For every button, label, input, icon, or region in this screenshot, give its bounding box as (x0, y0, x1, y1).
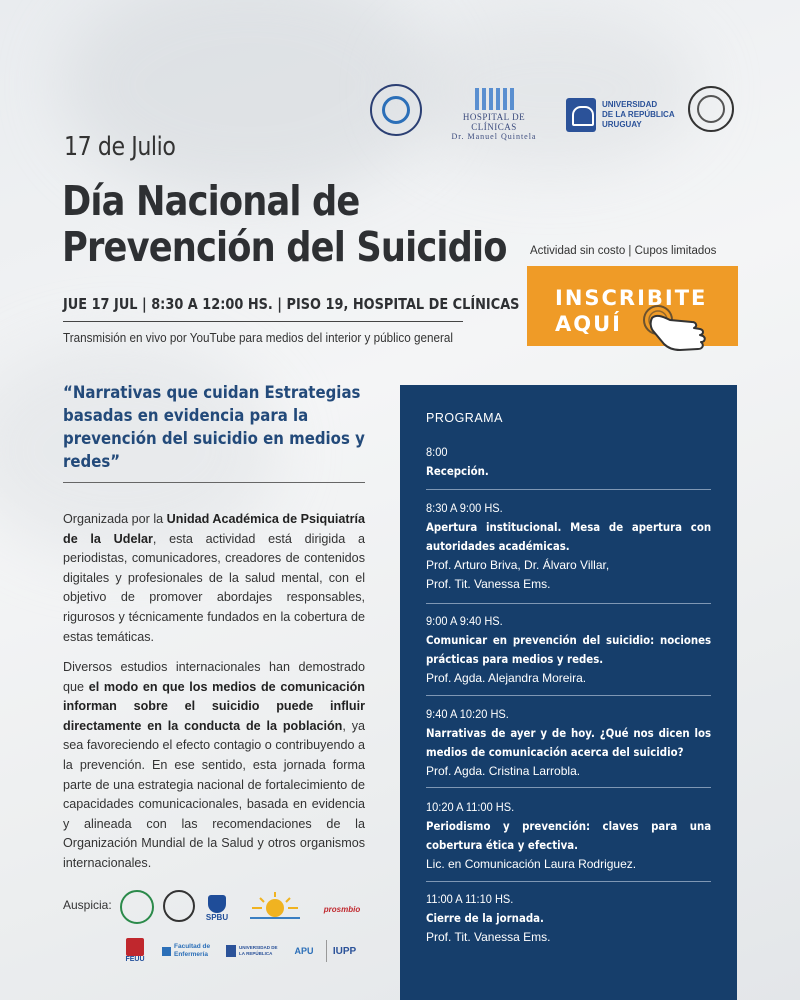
program-heading: Periodismo y prevención: claves para una cobertura ética y efectiva. (426, 819, 712, 852)
sponsors-label: Auspicia: (63, 898, 112, 912)
program-item (426, 705, 711, 781)
facultad-medicina-seal-icon (688, 86, 734, 132)
hospital-name: HOSPITAL DE CLÍNICAS (462, 112, 526, 132)
psiquiatria-logo (370, 84, 422, 136)
program-heading: Narrativas de ayer y de hoy. ¿Qué nos dicen los medios de comunicación acerca del suicidio? (426, 726, 712, 759)
intro-paragraph: Organizada por la Unidad Académica de Psiquiatría de la Udelar, esta actividad está dirigida a periodistas, comunicadores, creadores de contenidos digitales y profesionales de la salud mental, con el objetivo de promover abordajes responsables, rigurosos y técnicamente fundados en la cobertura de estas temáticas. (63, 512, 365, 644)
program-time: 8:30 A 9:00 HS. (426, 501, 503, 515)
prosmbio-logo: prosmbio (323, 904, 361, 914)
key-finding: el modo en que los medios de comunicación informan sobre el suicidio puede influir directamente en la conducta de la población (63, 679, 365, 733)
program-speaker: Prof. Agda. Alejandra Moreira. (426, 671, 587, 685)
program-heading: Apertura institucional. Mesa de apertura con autoridades académicas. (426, 520, 712, 553)
program-item (426, 890, 711, 947)
program-time: 10:20 A 11:00 HS. (426, 800, 515, 814)
program-speaker: Prof. Tit. Vanessa Ems. (426, 930, 551, 944)
logo-bar (368, 84, 788, 146)
apu-logo: APU (294, 946, 314, 956)
spbu-logo (203, 892, 231, 924)
stream-note: Transmisión en vivo por YouTube para medios del interior y público general (63, 330, 454, 345)
udelar-line2: DE LA REPÚBLICA (602, 110, 675, 119)
program-item (426, 499, 711, 594)
program-divider (426, 489, 711, 490)
register-line-1: INSCRIBITE (555, 286, 708, 310)
iupp-logo: IUPP (326, 940, 362, 962)
page-title (62, 178, 507, 270)
program-panel (400, 385, 737, 1000)
program-speaker: Prof. Tit. Vanessa Ems. (426, 577, 551, 591)
program-time: 8:00 (426, 445, 448, 459)
event-tagline: “Narrativas que cuidan Estrategias basadas en evidencia para la prevención del suicidio en medios y redes” (63, 383, 365, 472)
program-heading: Cierre de la jornada. (426, 911, 544, 925)
program-speaker: Lic. en Comunicación Laura Rodriguez. (426, 857, 637, 871)
udelar-line3: URUGUAY (602, 120, 642, 129)
udelar-sponsor-logo: UNIVERSIDAD DE LA REPÚBLICA (226, 942, 282, 960)
program-divider (426, 603, 711, 604)
title-line-1: Día Nacional de (62, 177, 360, 225)
udelar-emblem-icon (566, 98, 596, 132)
program-speaker: Prof. Arturo Briva, Dr. Álvaro Villar, (426, 558, 610, 572)
organizer-name: Unidad Académica de Psiquiatría de la Udelar (63, 512, 365, 546)
context-paragraph: Diversos estudios internacionales han demostrado que el modo en que los medios de comunicación informan sobre el suicidio puede influir directamente en la conducta de la población, ya sea favoreciendo el efecto contagio o contribuyendo a la prevención. En ese sentido, esta jornada forma parte de una estrategia nacional de fortalecimiento de capacidades comunicacionales, basada en evidencia y alineada con las recomendaciones de la Organización Mundial de la Salud y otros organismos internacionales. (63, 660, 365, 870)
content-divider (63, 482, 365, 483)
header-divider (63, 321, 463, 322)
sponsor-seal-1-icon (120, 890, 154, 924)
program-item (426, 612, 711, 688)
pointing-hand-icon (640, 302, 720, 358)
udelar-logo (566, 98, 675, 132)
title-line-2: Prevención del Suicidio (62, 223, 507, 271)
program-heading: Comunicar en prevención del suicidio: nociones prácticas para medios y redes. (426, 633, 712, 666)
program-item (426, 798, 711, 874)
program-item (426, 443, 711, 481)
enfermeria-logo: Facultad de Enfermería (162, 942, 218, 960)
sponsor-seal-2-icon (163, 890, 195, 922)
program-speaker: Prof. Agda. Cristina Larrobla. (426, 764, 581, 778)
hospital-subname: Dr. Manuel Quintela (451, 132, 537, 141)
feuu-logo (122, 934, 148, 966)
program-heading: Recepción. (426, 464, 489, 478)
cost-note: Actividad sin costo | Cupos limitados (530, 245, 717, 257)
hospital-clinicas-logo (442, 88, 546, 141)
program-time: 11:00 A 11:10 HS. (426, 892, 514, 906)
register-line-2: AQUÍ (555, 312, 622, 336)
event-info: JUE 17 JUL | 8:30 A 12:00 HS. | PISO 19, HOSPITAL DE CLÍNICAS (63, 295, 520, 313)
program-title: PROGRAMA (426, 411, 503, 425)
udelar-line1: UNIVERSIDAD (602, 100, 658, 109)
program-time: 9:40 A 10:20 HS. (426, 707, 509, 721)
program-divider (426, 787, 711, 788)
event-date: 17 de Julio (64, 132, 176, 162)
program-divider (426, 881, 711, 882)
sun-logo-icon (240, 888, 310, 922)
spbu-label: SPBU (205, 912, 229, 922)
program-divider (426, 695, 711, 696)
program-time: 9:00 A 9:40 HS. (426, 614, 503, 628)
feuu-label: FEUU (125, 955, 145, 963)
